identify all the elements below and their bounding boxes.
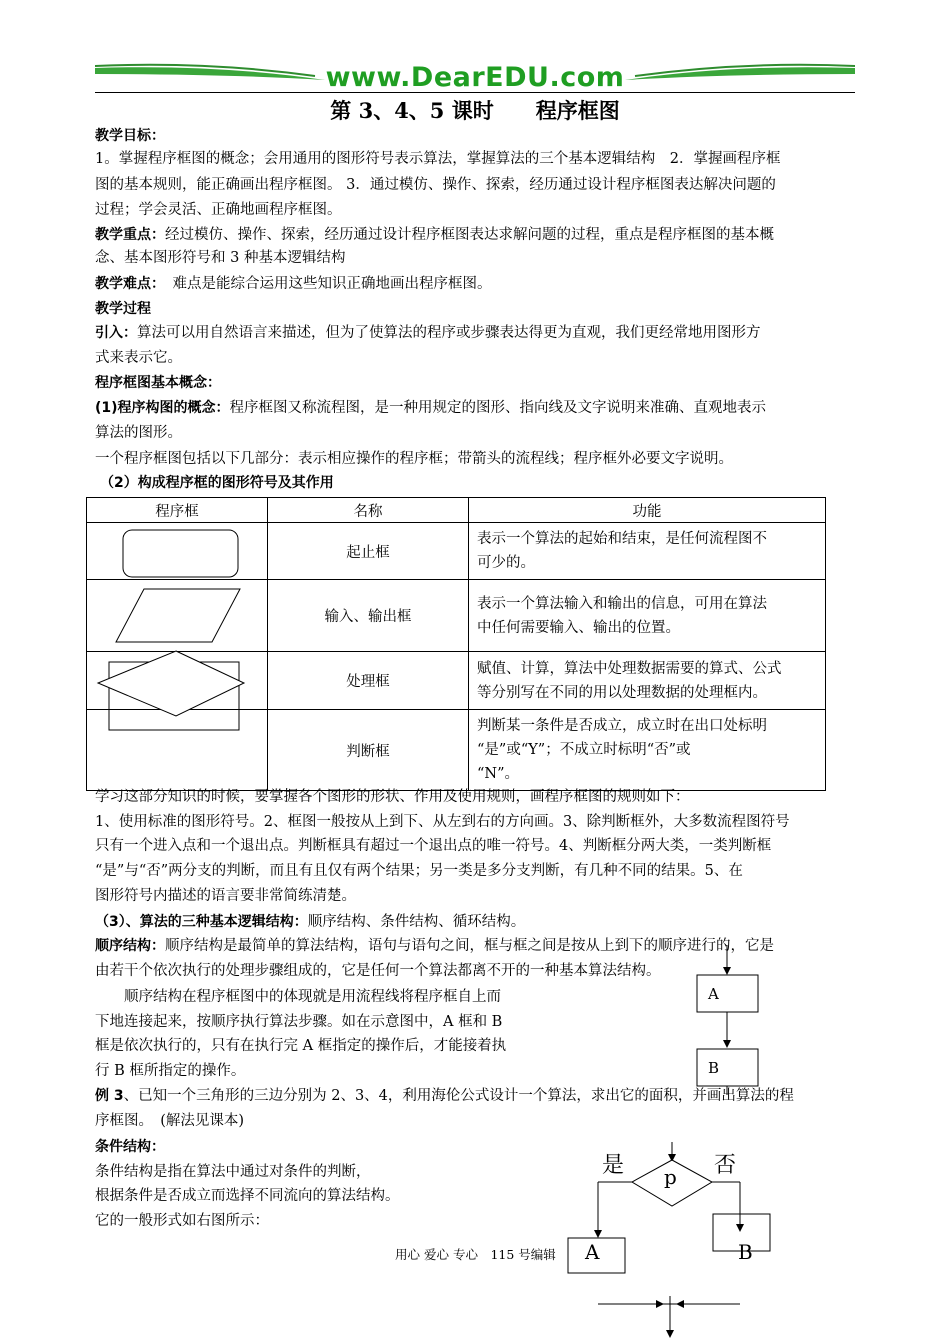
conditional-line-3: 它的一般形式如右图所示： (95, 1213, 269, 1229)
goals-line-3: 过程；学会灵活、正确地画程序框图。 (95, 202, 342, 218)
sequence-line-2: 由若干个依次执行的处理步骤组成的，它是任何一个算法都离不开的一种基本算法结构。 (95, 963, 661, 979)
concept1-text: 程序框图又称流程图，是一种用规定的图形、指向线及文字说明来准确、直观地表示 (229, 400, 767, 416)
row-function: 赋值、计算，算法中处理数据需要的算式、公式 等分别写在不同的用以处理数据的处理框内。 (469, 652, 826, 710)
sequence-box-a (697, 975, 758, 1012)
concept1-line-2: 算法的图形。 (95, 425, 182, 441)
conditional-yes-label: 是 (602, 1153, 625, 1178)
process-heading: 教学过程 (95, 301, 151, 317)
structures-heading: （3）、算法的三种基本逻辑结构： (95, 914, 308, 930)
example3-line-2: 序框图。 (解法见课本) (95, 1113, 245, 1129)
conditional-p-label: p (664, 1165, 677, 1189)
terminal-shape (123, 530, 238, 577)
conditional-heading: 条件结构： (95, 1139, 165, 1155)
sequence-para-4: 行 B 框所指定的操作。 (95, 1063, 246, 1079)
conditional-label-b: B (738, 1240, 753, 1264)
row-function: 表示一个算法的起始和结束，是任何流程图不 可少的。 (469, 523, 826, 580)
intro-line-1 (95, 321, 857, 345)
structures-text: 顺序结构、条件结构、循环结构。 (307, 914, 526, 930)
example3-text: 、已知一个三角形的三边分别为 2、3、4，利用海伦公式设计一个算法，求出它的面积，并画出算法的程 (123, 1088, 794, 1104)
symbols-heading: （2）构成程序框的图形符号及其作用 (100, 475, 334, 491)
row-function: 判断某一条件是否成立，成立时在出口处标明 “是”或“Y”；不成立时标明“否”或 “N”。 (469, 710, 826, 791)
sequence-para-3: 框是依次执行的，只有在执行完 A 框指定的操作后，才能接着执 (95, 1038, 507, 1054)
table-header-row (87, 498, 826, 523)
concept-heading: 程序框图基本概念： (95, 375, 221, 391)
row-name: 判断框 (268, 710, 469, 791)
example3-line-1 (95, 1084, 857, 1108)
difficulty-heading: 教学难点： (95, 276, 158, 292)
io-shape (116, 589, 240, 642)
header-rule (95, 92, 855, 93)
conditional-line-2: 根据条件是否成立而选择不同流向的算法结构。 (95, 1188, 400, 1204)
sequence-text: 顺序结构是最简单的算法结构，语句与语句之间，框与框之间是按从上到下的顺序进行的，它是 (165, 938, 774, 954)
page-footer: 用心 爱心 专心 115 号编辑 (395, 1247, 556, 1262)
conditional-line-1: 条件结构是指在算法中通过对条件的判断， (95, 1164, 371, 1180)
site-banner (95, 62, 855, 94)
row-name: 起止框 (268, 523, 469, 580)
rules-line-4: 图形符号内描述的语言要非常简练清楚。 (95, 888, 356, 904)
table-header-function: 功能 (469, 498, 826, 523)
page-title: 第 3、4、5 课时 程序框图 (330, 98, 620, 123)
rules-line-3: “是”与“否”两分支的判断，而且有且仅有两个结果；另一类是多分支判断，有几种不同的结果。5、在 (95, 863, 743, 879)
sequence-heading: 顺序结构： (95, 938, 165, 954)
goals-line-2: 图的基本规则，能正确画出程序框图。 3．通过模仿、操作、探索，经历通过设计程序框图表达解决问题的 (95, 177, 776, 193)
difficulty-text: 难点是能综合运用这些知识正确地画出程序框图。 (158, 276, 492, 292)
sequence-para-2: 下地连接起来，按顺序执行算法步骤。如在示意图中，A 框和 B (95, 1014, 503, 1030)
intro-text: 算法可以用自然语言来描述，但为了使算法的程序或步骤表达得更为直观，我们更经常地用图形方 (137, 325, 761, 341)
table-header-shape: 程序框 (87, 498, 268, 523)
difficulty-line (95, 272, 857, 296)
sequence-label-b: B (708, 1059, 720, 1077)
sequence-box-b (697, 1049, 758, 1086)
sequence-diagram (690, 945, 770, 1095)
conditional-label-a: A (585, 1240, 600, 1264)
parts-text: 一个程序框图包括以下几部分：表示相应操作的程序框；带箭头的流程线；程序框外必要文字说明。 (95, 451, 733, 467)
row-function: 表示一个算法输入和输出的信息，可用在算法 中任何需要输入、输出的位置。 (469, 580, 826, 652)
site-logo[interactable]: www.DearEDU.com (325, 62, 625, 93)
row-name: 输入、输出框 (268, 580, 469, 652)
key-points-heading: 教学重点： (95, 227, 165, 243)
decision-shape (98, 651, 244, 716)
table-header-name: 名称 (268, 498, 469, 523)
conditional-no-label: 否 (714, 1153, 737, 1178)
concept1-line-1 (95, 396, 857, 420)
sequence-label-a: A (708, 985, 719, 1003)
goals-heading: 教学目标： (95, 128, 165, 144)
row-name: 处理框 (268, 652, 469, 710)
key-points-line-1 (95, 223, 857, 247)
example3-heading: 例 3 (95, 1088, 124, 1104)
structures-line (95, 910, 857, 934)
key-points-text: 经过模仿、操作、探索，经历通过设计程序框图表达求解问题的过程，重点是程序框图的基本概 (165, 227, 774, 243)
sequence-para-1: 顺序结构在程序框图中的体现就是用流程线将程序框自上而 (95, 989, 501, 1005)
intro-line-2: 式来表示它。 (95, 350, 182, 366)
table-shapes-overlay (86, 520, 268, 790)
rules-intro: 学习这部分知识的时候，要掌握各个图形的形状、作用及使用规则，画程序框图的规则如下： (95, 789, 690, 805)
key-points-line-2: 念、基本图形符号和 3 种基本逻辑结构 (95, 250, 346, 266)
goals-line-1: 1。掌握程序框图的概念；会用通用的图形符号表示算法，掌握算法的三个基本逻辑结构 2．掌握画程序框 (95, 151, 781, 167)
concept1-heading: (1)程序构图的概念： (95, 400, 230, 416)
rules-line-2: 只有一个进入点和一个退出点。判断框具有超过一个退出点的唯一符号。4、判断框分两大类，一类判断框 (95, 838, 772, 854)
intro-heading: 引入： (95, 325, 137, 341)
rules-line-1: 1、使用标准的图形符号。2、框图一般按从上到下、从左到右的方向画。3、除判断框外，大多数流程图符号 (95, 814, 790, 830)
